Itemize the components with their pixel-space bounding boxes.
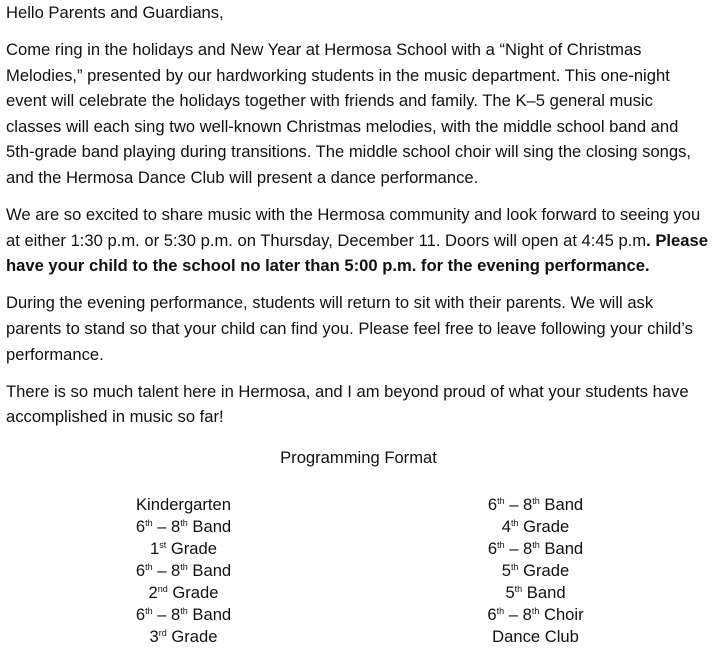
- paragraph-schedule: [6, 202, 711, 279]
- program-item: 5th Grade: [501, 560, 570, 580]
- paragraph-closing: There is so much talent here in Hermosa, and I am beyond proud of what your students have accomplished in music so far!: [6, 381, 689, 427]
- schedule-text: We are so excited to share music with the Hermosa community and look forward to seeing you at either 1:30 p.m. or 5:30 p.m. on Thursday, December 11. Doors will open at 4:45 p.m: [6, 205, 701, 250]
- arrival-notice: . Please have your child to the school no later than 5:00 p.m. for the evening performance.: [6, 230, 708, 276]
- program-list: [6, 494, 711, 648]
- paragraph-evening-seating: During the evening performance, students will return to sit with their parents. We will ask parents to stand so that your child can find you. Please feel free to leave following your child’s performance.: [6, 293, 693, 364]
- program-item: 4th Grade: [501, 516, 570, 536]
- program-item: 1st Grade: [150, 538, 217, 558]
- program-column-right: [363, 494, 708, 648]
- program-item: 6th – 8th Choir: [487, 604, 584, 624]
- program-item: Kindergarten: [135, 494, 232, 514]
- program-item: 6th – 8th Band: [487, 494, 584, 514]
- program-item: Dance Club: [492, 626, 579, 646]
- program-item: 6th – 8th Band: [135, 560, 232, 580]
- program-item: 3rd Grade: [149, 626, 218, 646]
- program-item: 6th – 8th Band: [135, 516, 232, 536]
- greeting: Hello Parents and Guardians,: [6, 3, 224, 22]
- program-item: 6th – 8th Band: [135, 604, 232, 624]
- program-title: Programming Format: [280, 447, 437, 467]
- program-item: 5th Band: [505, 582, 566, 602]
- program-item: 2nd Grade: [148, 582, 219, 602]
- program-column-left: [6, 494, 361, 648]
- program-item: 6th – 8th Band: [487, 538, 584, 558]
- paragraph-event-intro: Come ring in the holidays and New Year at Hermosa School with a “Night of Christmas Melodies,” presented by our hardworking students in the music department. This one-night event will celebrate the holidays together with friends and family. The K–5 general music classes will each sing two well-known Christmas melodies, with the middle school band and 5th-grade band playing during transitions. The middle school choir will sing the closing songs, and the Hermosa Dance Club will present a dance performance.: [6, 40, 692, 188]
